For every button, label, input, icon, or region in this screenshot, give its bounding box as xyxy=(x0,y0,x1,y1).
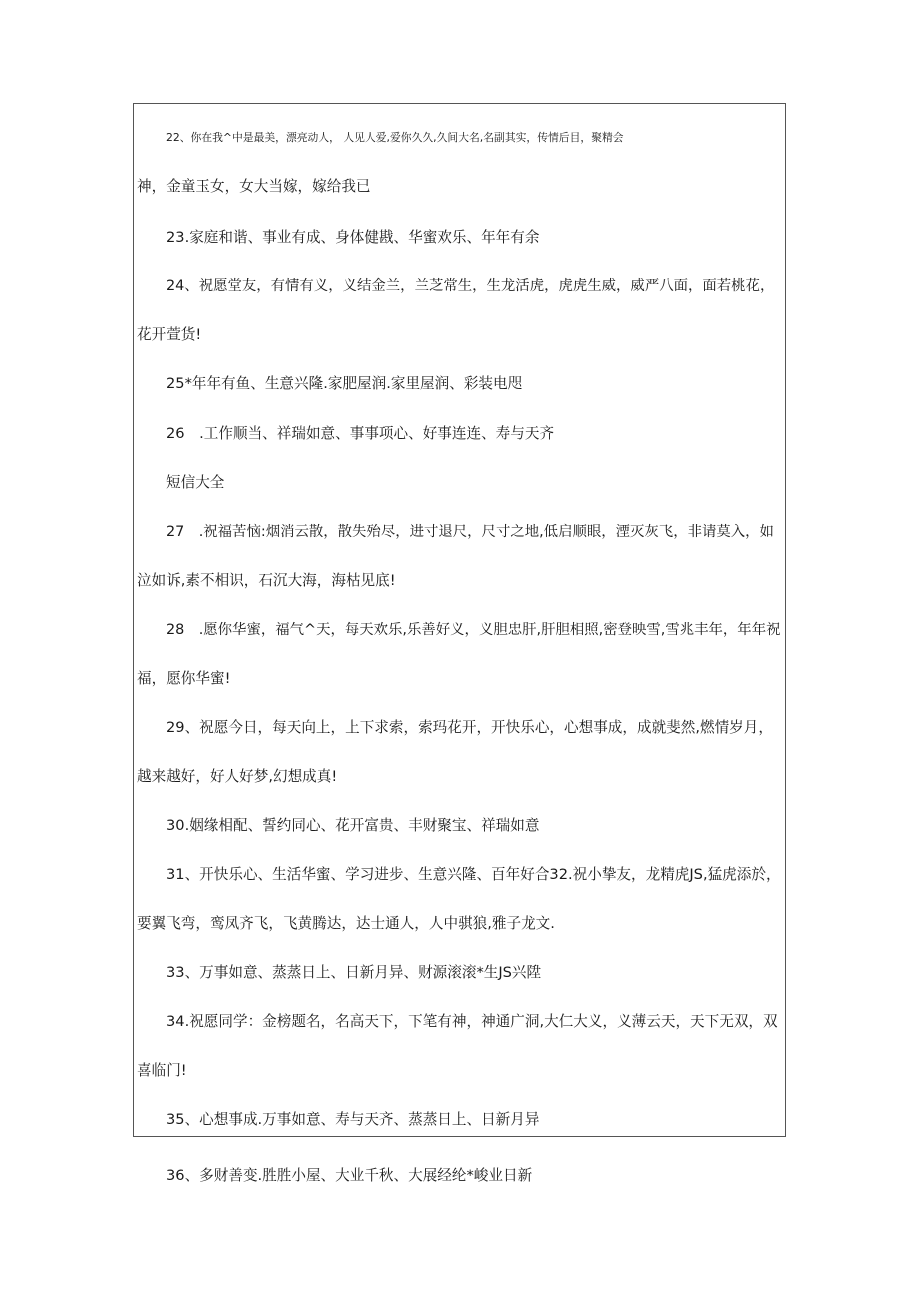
text-line-23: 23.家庭和谐、事业有成、身体健戡、华蜜欢乐、年年有余 xyxy=(166,229,540,246)
text-line-24-cont: 花开萱货! xyxy=(137,326,202,343)
text-line-22-cont: 神，金童玉女，女大当嫁，嫁给我已 xyxy=(137,178,371,195)
text-line-36: 36、多财善变.胜胜小屋、大业千秋、大展经纶*峻业日新 xyxy=(166,1167,533,1184)
text-line-33: 33、万事如意、蒸蒸日上、日新月异、财源滚滚*生JS兴陞 xyxy=(166,964,542,981)
text-line-28: 28 .愿你华蜜，福气^天，每天欢乐,乐善好义，义胆忠肝,肝胆相照,密登映雪,雪兆丰年，年年祝 xyxy=(166,622,781,638)
text-line-27: 27 .祝福苦恼:烟消云散，散失殆尽，进寸退尺，尺寸之地,低启顺眼，湮灭灰飞，非请莫入，如 xyxy=(166,524,774,540)
text-line-35: 35、心想事成.万事如意、寿与天齐、蒸蒸日上、日新月异 xyxy=(166,1111,540,1128)
text-line-30: 30.姻缘相配、誓约同心、花开富贵、丰财聚宝、祥瑞如意 xyxy=(166,817,540,834)
text-line-27-cont: 泣如诉,素不相识，石沉大海，海枯见底! xyxy=(137,572,396,589)
text-line-section: 短信大全 xyxy=(166,474,225,491)
text-line-25: 25*年年有鱼、生意兴隆.家肥屋润.家里屋润、彩装电咫 xyxy=(166,375,523,392)
text-line-22: 22、你在我^中是最美，漂亮动人， 人见人爱,爱你久久,久间大名,名副其实，传情后目，聚精会 xyxy=(166,131,624,144)
text-line-28-cont: 福，愿你华蜜! xyxy=(137,670,231,687)
text-line-26: 26 .工作顺当、祥瑞如意、事事项心、好事连连、寿与天齐 xyxy=(166,425,555,442)
text-line-24: 24、祝愿堂友，有情有义，义结金兰，兰芝常生，生龙活虎，虎虎生威，威严八面，面若桃花， xyxy=(166,278,775,294)
text-line-31: 31、开快乐心、生活华蜜、学习进步、生意兴隆、百年好合32.祝小挚友，龙精虎JS,猛虎添於， xyxy=(166,866,781,883)
text-line-29: 29、祝愿今日，每天向上，上下求索，索玛花开，开快乐心，心想事成，成就斐然,燃情岁月， xyxy=(166,719,773,736)
text-line-34: 34.祝愿同学：金榜题名，名高天下，下笔有神，神通广洞,大仁大义，义薄云天，天下无双，双 xyxy=(166,1013,778,1030)
text-line-34-cont: 喜临门! xyxy=(137,1062,187,1079)
text-line-31-cont: 要翼飞弯，鸾凤齐飞，飞黄腾达，达士通人，人中骐狼,雅子龙文. xyxy=(137,915,555,932)
text-line-29-cont: 越来越好，好人好梦,幻想成真! xyxy=(137,768,338,785)
